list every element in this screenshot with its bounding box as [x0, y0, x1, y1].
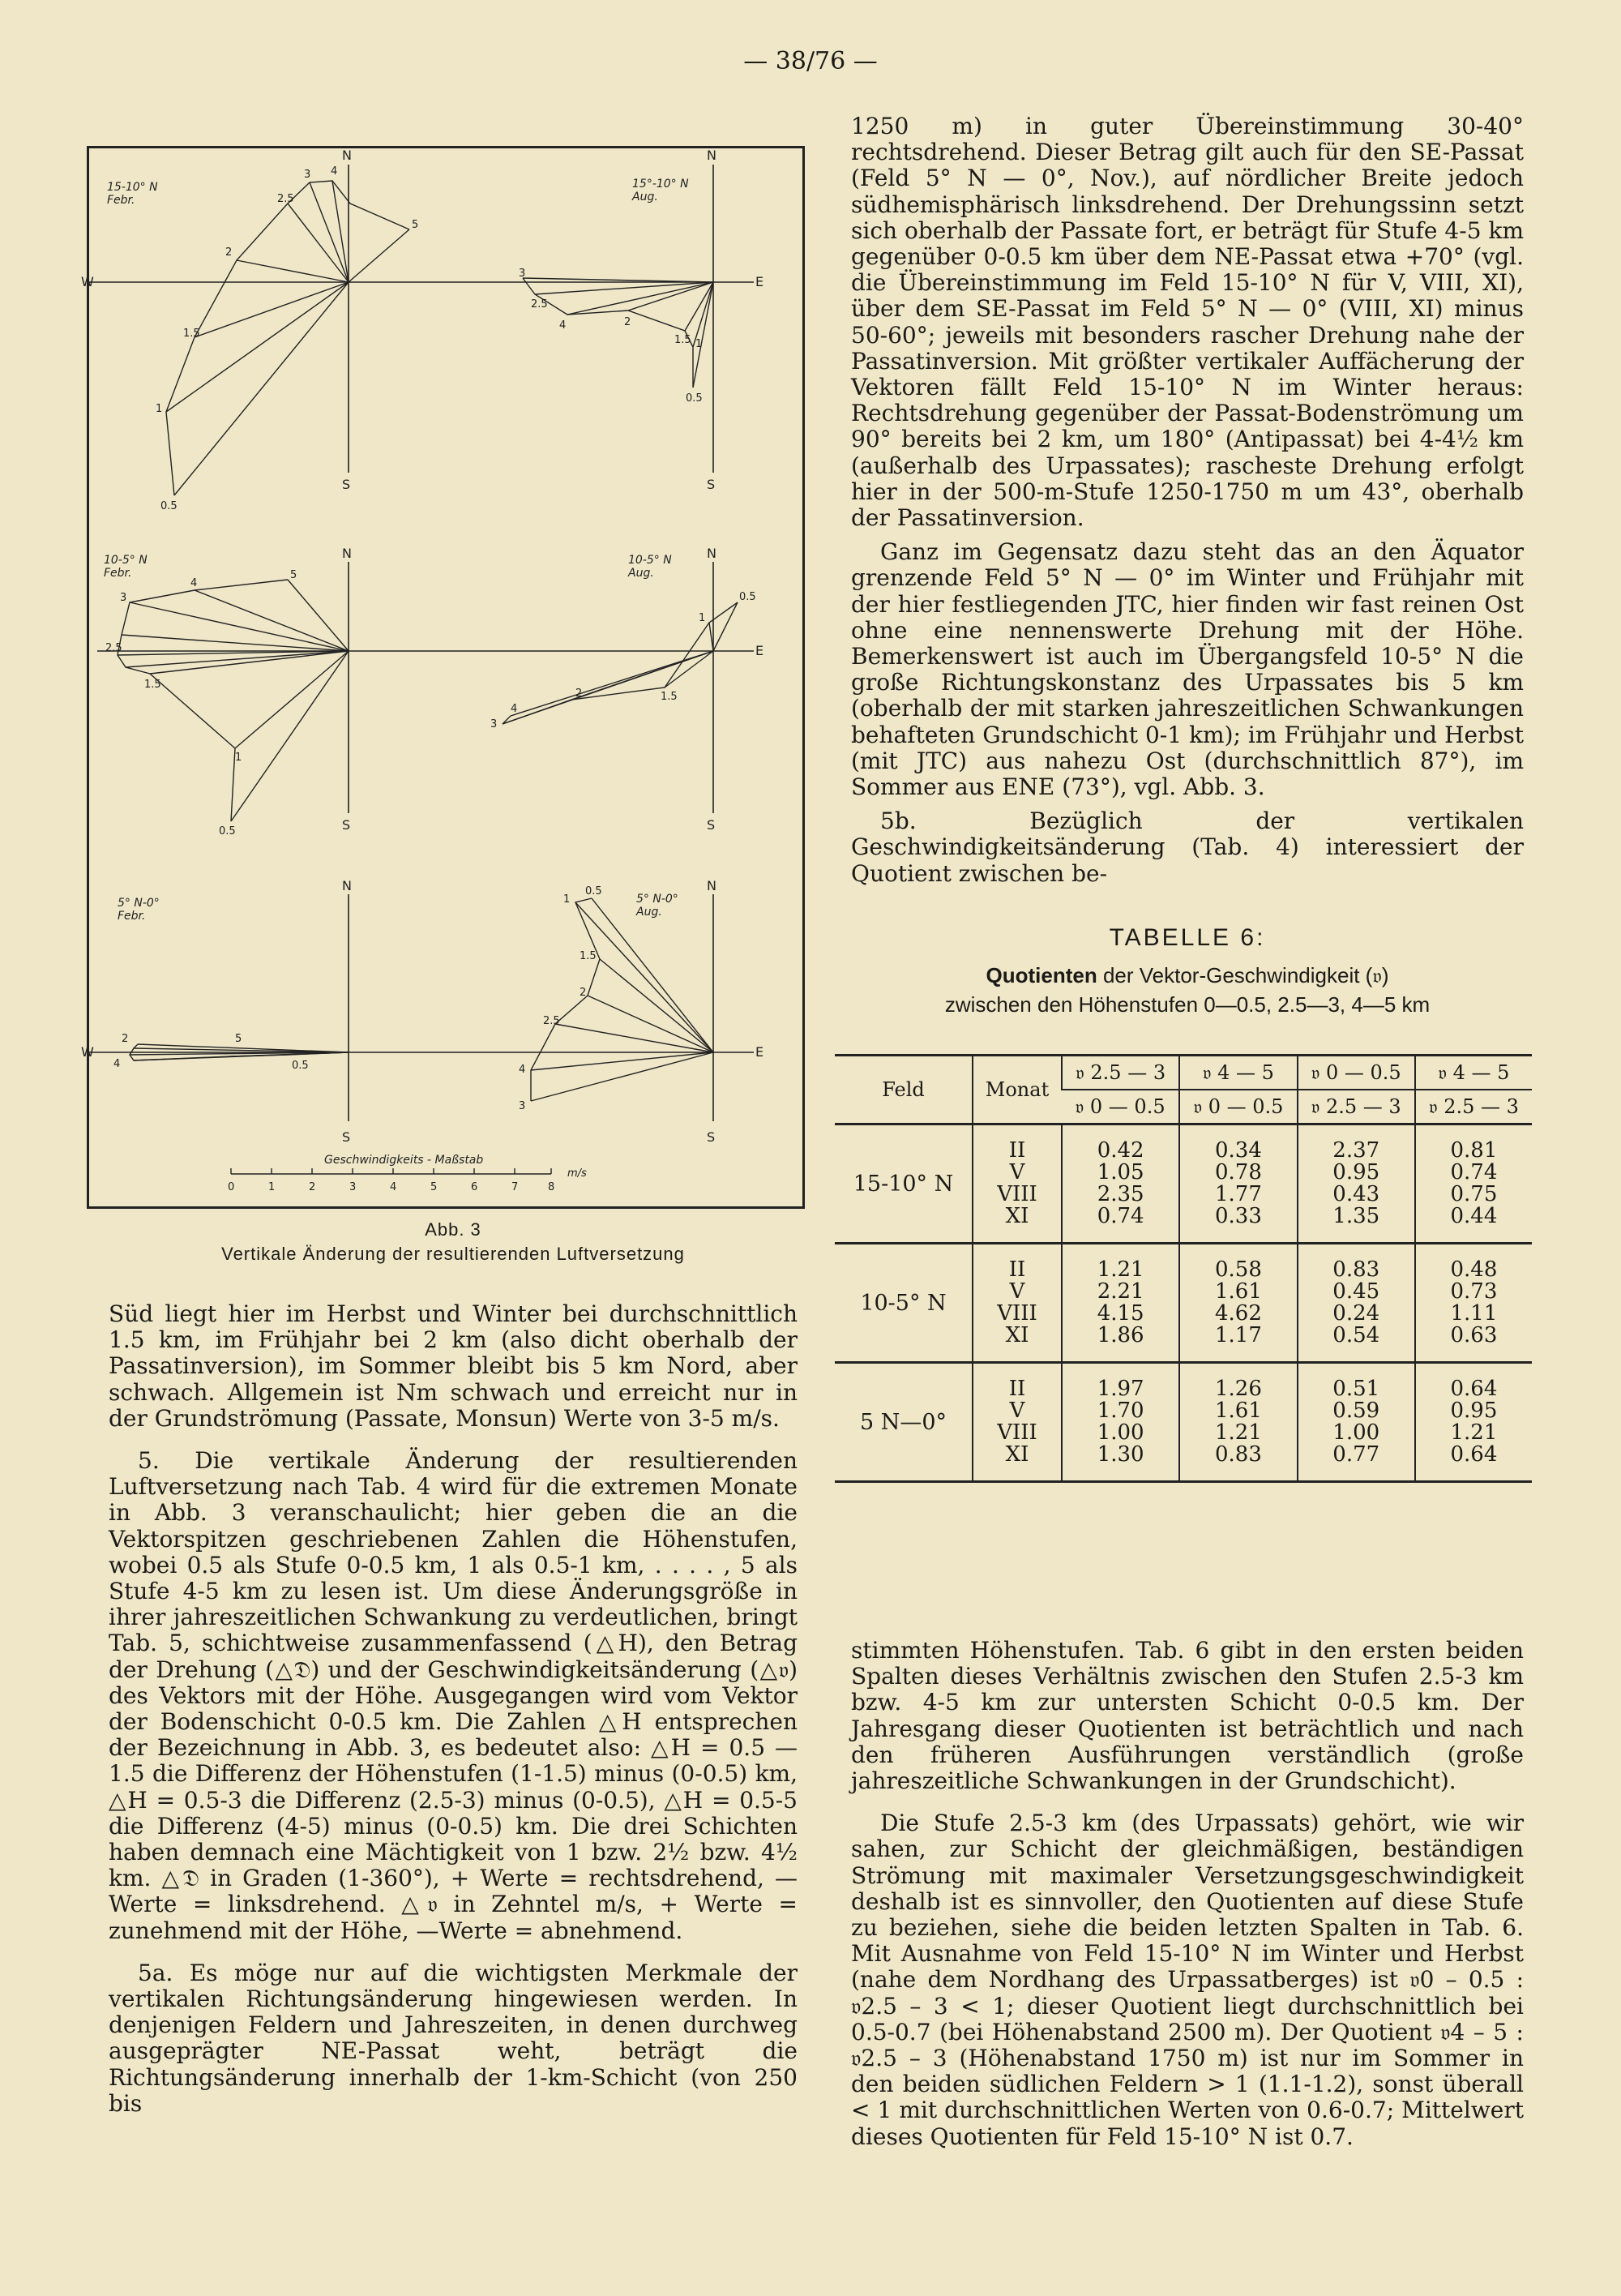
col-header-num: 𝔳 0 — 0.5	[1298, 1056, 1415, 1090]
svg-text:1.5: 1.5	[674, 334, 691, 346]
cell-line: 0.43	[1332, 1182, 1380, 1206]
svg-text:5: 5	[290, 569, 297, 581]
svg-text:m/s: m/s	[567, 1167, 587, 1180]
svg-text:1.5: 1.5	[580, 950, 597, 962]
svg-text:Aug.: Aug.	[632, 191, 658, 203]
svg-text:0: 0	[228, 1181, 235, 1193]
paragraph: Süd liegt hier im Herbst und Winter bei durchschnittlich 1.5 km, im Frühjahr bei 2 km (also dicht oberhalb der Passatinversion), im Sommer bleibt bis 5 km Nord, aber schwach. Allgemein ist Nm schwach und erreicht nur in der Grundströmung (Passate, Monsun) Werte von 3-5 m/s.	[109, 1300, 798, 1432]
quotient-table	[835, 1054, 1532, 1483]
value-cell	[1415, 1363, 1532, 1482]
cell-line: 1.61	[1215, 1279, 1262, 1304]
svg-text:1: 1	[695, 338, 703, 350]
cell-line: 2.21	[1097, 1279, 1144, 1304]
cell-line: 0.64	[1450, 1442, 1498, 1467]
cell-line: 0.75	[1450, 1182, 1498, 1206]
cell-line: II	[1008, 1138, 1026, 1163]
svg-text:5° N-0°: 5° N-0°	[636, 893, 678, 906]
svg-text:1: 1	[156, 403, 163, 415]
svg-text:5: 5	[235, 1033, 242, 1045]
svg-text:2.5: 2.5	[105, 642, 122, 654]
svg-text:S: S	[707, 477, 716, 492]
cell-line: 0.42	[1097, 1138, 1144, 1163]
paragraph: 5. Die vertikale Änderung der resultierenden Luftversetzung nach Tab. 4 wird für die extremen Monate in Abb. 3 veranschaulicht; hier geben die an die Vektorspitzen geschriebenen Zahlen die Höhenstufen, wobei 0.5 als Stufe 0-0.5 km, 1 als 0.5-1 km, . . . . , 5 als Stufe 4-5 km zu lesen ist. Um diese Änderungsgröße in ihrer jahreszeitlichen Schwankung zu verdeutlichen, bringt Tab. 5, schichtweise zusammenfassend (△H), den Betrag der Drehung (△𝔇) und der Geschwindigkeitsänderung (△𝔳) des Vektors mit der Höhe. Ausgegangen wird vom Vektor der Bodenschicht 0-0.5 km. Die Zahlen △H entsprechen der Bezeichnung in Abb. 3, es bedeutet also: △H = 0.5 — 1.5 die Differenz der Höhenstufen (1-1.5) minus (0-0.5) km, △H = 0.5-3 die Differenz (2.5-3) minus (0-0.5), △H = 0.5-5 die Differenz (4-5) minus (0-0.5) km. Die drei Schichten haben demnach eine Mächtigkeit von 1 bzw. 2½ bzw. 4½ km. △𝔇 in Graden (1-360°), + Werte = rechtsdrehend, —Werte = linksdrehend. △𝔳 in Zehntel m/s, + Werte = zunehmend mit der Höhe, —Werte = abnehmend.	[109, 1447, 798, 1944]
svg-text:4: 4	[190, 577, 198, 589]
cell-line: 1.61	[1215, 1399, 1262, 1423]
value-cell	[1179, 1244, 1297, 1363]
cell-line: 0.64	[1450, 1377, 1498, 1401]
svg-text:W: W	[81, 1044, 94, 1060]
cell-line: II	[1008, 1377, 1026, 1401]
cell-line: 4.62	[1215, 1301, 1262, 1326]
svg-text:N: N	[342, 878, 352, 893]
paragraph: 1250 m) in guter Übereinstimmung 30-40° rechtsdrehend. Dieser Betrag gilt auch für den SE-Passat (Feld 5° N — 0°, Nov.), auf nördlicher Breite jedoch südhemisphärisch linksdrehend. Der Drehungssinn setzt sich oberhalb der Passate fort, er beträgt für Stufe 4-5 km gegenüber 0-0.5 km über dem NE-Passat etwa +70° (vgl. die Übereinstimmung im Feld 15-10° N für V, VIII, XI), über dem SE-Passat im Feld 5° N — 0° (VIII, XI) minus 50-60°; jeweils mit besonders rascher Drehung nahe der Passatinversion. Mit größter vertikaler Auffächerung der Vektoren fällt Feld 15-10° N im Winter heraus: Rechtsdrehung gegenüber der Passat-Bodenströmung um 90° bereits bei 2 km, um 180° (Antipassat) bei 4-4½ km (außerhalb des Urpassates); rascheste Drehung erfolgt hier in der 500-m-Stufe 1250-1750 m um 43°, oberhalb der Passatinversion.	[851, 113, 1524, 532]
cell-line: V	[1009, 1399, 1025, 1423]
svg-text:2: 2	[225, 246, 233, 259]
cell-line: 1.00	[1332, 1420, 1380, 1445]
cell-line: 0.73	[1450, 1279, 1498, 1304]
cell-line: 1.26	[1215, 1377, 1262, 1401]
svg-text:3: 3	[519, 268, 526, 280]
value-cell	[1415, 1124, 1532, 1244]
caption-number: Abb. 3	[425, 1219, 481, 1240]
svg-text:5: 5	[412, 219, 419, 231]
value-cell	[1415, 1244, 1532, 1363]
cell-line: 1.05	[1097, 1160, 1144, 1184]
cell-line: II	[1008, 1257, 1026, 1282]
svg-text:E: E	[755, 274, 764, 289]
svg-text:Aug.: Aug.	[636, 906, 662, 919]
panel-row2-axes	[97, 562, 754, 813]
svg-text:1.5: 1.5	[144, 679, 161, 691]
cell-line: 0.58	[1215, 1257, 1262, 1282]
table-subtitle-bold: Quotienten	[986, 963, 1097, 987]
col-header-den: 𝔳 0 — 0.5	[1062, 1090, 1179, 1124]
svg-text:3: 3	[304, 169, 311, 181]
right-lower-text	[851, 1638, 1524, 2166]
value-cell	[1298, 1124, 1415, 1244]
svg-text:2: 2	[580, 987, 587, 999]
cell-line: 2.35	[1097, 1182, 1144, 1206]
svg-text:0.5: 0.5	[160, 500, 177, 512]
svg-text:N: N	[707, 546, 716, 561]
feld-cell: 15-10° N	[835, 1124, 973, 1244]
panel-row1-axes	[89, 165, 754, 473]
figure-caption	[109, 1218, 798, 1266]
svg-text:3: 3	[349, 1181, 357, 1193]
cell-line: 1.86	[1097, 1323, 1144, 1347]
cell-line: 1.21	[1097, 1257, 1144, 1282]
svg-text:Febr.: Febr.	[118, 910, 146, 923]
feld-cell: 5 N—0°	[835, 1363, 973, 1482]
svg-text:0.5: 0.5	[686, 392, 703, 405]
value-cell	[1062, 1124, 1179, 1244]
svg-text:4: 4	[390, 1181, 397, 1193]
cell-line: 0.54	[1332, 1323, 1380, 1347]
cell-line: 1.35	[1332, 1204, 1380, 1228]
svg-text:3: 3	[490, 718, 498, 730]
cell-line: XI	[1005, 1442, 1029, 1467]
cell-line: 0.44	[1450, 1204, 1498, 1228]
svg-text:5° N-0°: 5° N-0°	[118, 897, 160, 910]
svg-text:15°-10° N: 15°-10° N	[632, 178, 689, 191]
value-cell	[1179, 1363, 1297, 1482]
svg-text:3: 3	[519, 1100, 526, 1112]
fan-15-10-aug	[523, 278, 713, 388]
svg-text:2: 2	[624, 316, 631, 328]
svg-text:W: W	[81, 274, 94, 289]
value-cell	[1298, 1363, 1415, 1482]
cell-line: 0.74	[1097, 1204, 1144, 1228]
table-subtitle-line2: zwischen den Höhenstufen 0—0.5, 2.5—3, 4—5 km	[944, 992, 1431, 1017]
svg-text:4: 4	[559, 319, 567, 332]
caption-text: Vertikale Änderung der resultierenden Luftversetzung	[221, 1244, 685, 1264]
svg-text:2: 2	[575, 688, 583, 700]
paragraph: 5b. Bezüglich der vertikalen Geschwindigkeitsänderung (Tab. 4) interessiert der Quotient zwischen be-	[851, 807, 1524, 887]
cell-line: 1.77	[1215, 1182, 1262, 1206]
svg-text:4: 4	[519, 1064, 526, 1076]
svg-text:E: E	[755, 643, 764, 658]
svg-text:Febr.: Febr.	[107, 194, 135, 207]
cell-line: 4.15	[1097, 1301, 1144, 1326]
svg-text:5: 5	[430, 1181, 438, 1193]
cell-line: 0.33	[1215, 1204, 1262, 1228]
svg-text:0.5: 0.5	[585, 885, 602, 897]
page-number: — 38/76 —	[743, 47, 878, 75]
cell-line: 1.70	[1097, 1399, 1144, 1423]
svg-text:S: S	[342, 1129, 351, 1145]
svg-text:6: 6	[471, 1181, 478, 1193]
svg-text:1: 1	[235, 752, 242, 764]
cell-line: 0.81	[1450, 1138, 1498, 1163]
svg-text:2: 2	[309, 1181, 316, 1193]
right-column-text	[851, 114, 1524, 903]
svg-text:2: 2	[122, 1033, 129, 1045]
svg-text:7: 7	[511, 1181, 519, 1193]
cell-line: 0.74	[1450, 1160, 1498, 1184]
fan-10-5-febr	[118, 580, 349, 821]
svg-text:4: 4	[511, 703, 518, 715]
paragraph: Ganz im Gegensatz dazu steht das an den Äquator grenzende Feld 5° N — 0° im Winter und Frühjahr mit der hier festliegenden JTC, hier finden wir fast reinen Ost ohne eine nennenswerte Drehung mit der Höhe. Bemerkenswert ist auch im Übergangsfeld 10-5° N die große Richtungskonstanz des Urpassates bis 5 km (oberhalb der mit starken jahreszeitlichen Schwankungen behafteten Grundschicht 0-1 km); im Frühjahr und Herbst (mit JTC) aus nahezu Ost (durchschnittlich 87°), im Sommer aus ENE (73°), vgl. Abb. 3.	[851, 538, 1524, 801]
value-cell	[1298, 1244, 1415, 1363]
month-cell	[973, 1124, 1062, 1244]
fan-15-10-febr	[166, 181, 409, 495]
cell-line: 1.17	[1215, 1323, 1262, 1347]
panel-row3-axes	[89, 894, 754, 1121]
left-column-text	[109, 1301, 798, 2133]
value-cell	[1179, 1124, 1297, 1244]
col-header-num: 𝔳 4 — 5	[1415, 1056, 1532, 1090]
cell-line: VIII	[997, 1182, 1037, 1206]
svg-text:2.5: 2.5	[531, 298, 548, 311]
col-header-den: 𝔳 0 — 0.5	[1179, 1090, 1297, 1124]
cell-line: 1.21	[1215, 1420, 1262, 1445]
cell-line: 0.77	[1332, 1442, 1380, 1467]
col-header-monat: Monat	[973, 1056, 1062, 1124]
value-cell	[1062, 1363, 1179, 1482]
svg-text:Febr.: Febr.	[104, 567, 132, 580]
cell-line: 0.48	[1450, 1257, 1498, 1282]
cell-line: 0.24	[1332, 1301, 1380, 1326]
cell-line: 0.83	[1332, 1257, 1380, 1282]
vector-diagram	[81, 148, 802, 1206]
svg-text:1.5: 1.5	[661, 691, 678, 703]
svg-text:N: N	[342, 546, 352, 561]
svg-text:Aug.: Aug.	[628, 567, 654, 580]
cell-line: 1.00	[1097, 1420, 1144, 1445]
svg-text:3: 3	[120, 592, 127, 604]
table-row	[835, 1124, 1532, 1244]
table-title: TABELLE 6:	[1109, 924, 1266, 951]
speed-scale	[231, 1168, 551, 1174]
cell-line: 0.83	[1215, 1442, 1262, 1467]
cell-line: 2.37	[1332, 1138, 1380, 1163]
cell-line: 0.34	[1215, 1138, 1262, 1163]
col-header-feld: Feld	[835, 1056, 973, 1124]
cell-line: 0.95	[1332, 1160, 1380, 1184]
figure-abb3	[81, 146, 805, 1209]
svg-text:Geschwindigkeits - Maßstab: Geschwindigkeits - Maßstab	[324, 1154, 484, 1167]
table-row	[835, 1363, 1532, 1482]
svg-text:E: E	[755, 1044, 764, 1060]
svg-text:15-10° N: 15-10° N	[107, 181, 158, 194]
svg-text:1: 1	[563, 893, 571, 906]
svg-text:N: N	[707, 148, 716, 163]
cell-line: XI	[1005, 1323, 1029, 1347]
cell-line: 0.78	[1215, 1160, 1262, 1184]
cell-line: 1.97	[1097, 1377, 1144, 1401]
svg-text:2.5: 2.5	[543, 1015, 560, 1027]
paragraph: Die Stufe 2.5-3 km (des Urpassats) gehört, wie wir sahen, zur Schicht der gleichmäßigen, beständigen Strömung mit maximaler Versetzungsgeschwindigkeit deshalb ist es sinnvoller, den Quotienten auf diese Stufe zu beziehen, siehe die beiden letzten Spalten in Tab. 6. Mit Ausnahme von Feld 15-10° N im Winter und Herbst (nahe dem Nordhang des Urpassatberges) ist 𝔳0 – 0.5 : 𝔳2.5 – 3 < 1; dieser Quotient liegt durchschnittlich bei 0.5-0.7 (bei Höhenabstand 2500 m). Der Quotient 𝔳4 – 5 : 𝔳2.5 – 3 (Höhenabstand 1750 m) ist nur im Sommer in den beiden südlichen Feldern > 1 (1.1-1.2), sonst überall < 1 mit durchschnittlichen Werten von 0.6-0.7; Mittelwert dieses Quotienten für Feld 15-10° N ist 0.7.	[851, 1810, 1524, 2150]
cell-line: 1.21	[1450, 1420, 1498, 1445]
svg-text:0.5: 0.5	[292, 1060, 309, 1072]
paragraph: 5a. Es möge nur auf die wichtigsten Merkmale der vertikalen Richtungsänderung hingewiesen werden. In denjenigen Feldern und Jahreszeiten, in denen durchweg ausgeprägter NE-Passat weht, beträgt die Richtungsänderung innerhalb der 1-km-Schicht (von 250 bis	[109, 1959, 798, 2117]
cell-line: V	[1009, 1279, 1025, 1304]
cell-line: VIII	[997, 1301, 1037, 1326]
col-header-den: 𝔳 2.5 — 3	[1298, 1090, 1415, 1124]
svg-text:N: N	[707, 878, 716, 893]
svg-text:1.5: 1.5	[183, 328, 200, 340]
svg-text:S: S	[342, 477, 351, 492]
svg-text:2.5: 2.5	[277, 193, 294, 205]
feld-cell: 10-5° N	[835, 1244, 973, 1363]
svg-text:10-5° N: 10-5° N	[628, 554, 672, 567]
svg-text:8: 8	[548, 1181, 555, 1193]
value-cell	[1062, 1244, 1179, 1363]
cell-line: 0.95	[1450, 1399, 1498, 1423]
table-subtitle: der Vektor-Geschwindigkeit (𝔳)	[1097, 963, 1389, 987]
fan-5-0-aug	[531, 898, 713, 1101]
cell-line: V	[1009, 1160, 1025, 1184]
col-header-num: 𝔳 4 — 5	[1179, 1056, 1297, 1090]
paragraph: stimmten Höhenstufen. Tab. 6 gibt in den ersten beiden Spalten dieses Verhältnis zwischen den Stufen 2.5-3 km bzw. 4-5 km zur untersten Schicht 0-0.5 km. Der Jahresgang dieser Quotienten ist beträchtlich und nach den früheren Ausführungen verständlich (große jahreszeitliche Schwankungen in der Grundschicht).	[851, 1637, 1524, 1795]
svg-text:S: S	[342, 817, 351, 833]
cell-line: 0.63	[1450, 1323, 1498, 1347]
cell-line: 0.51	[1332, 1377, 1380, 1401]
cell-line: 0.59	[1332, 1399, 1380, 1423]
svg-text:0.5: 0.5	[219, 825, 236, 837]
cell-line: XI	[1005, 1204, 1029, 1228]
table-title-block	[851, 924, 1524, 1017]
month-cell	[973, 1363, 1062, 1482]
svg-text:1: 1	[699, 612, 706, 624]
cell-line: VIII	[997, 1420, 1037, 1445]
col-header-den: 𝔳 2.5 — 3	[1415, 1090, 1532, 1124]
svg-text:S: S	[707, 1129, 716, 1145]
cell-line: 1.30	[1097, 1442, 1144, 1467]
table-row	[835, 1244, 1532, 1363]
col-header-num: 𝔳 2.5 — 3	[1062, 1056, 1179, 1090]
svg-text:1: 1	[268, 1181, 276, 1193]
svg-text:4: 4	[113, 1058, 121, 1070]
svg-text:10-5° N: 10-5° N	[104, 554, 148, 567]
cell-line: 0.45	[1332, 1279, 1380, 1304]
svg-text:S: S	[707, 817, 716, 833]
label-n: N	[342, 148, 352, 163]
svg-text:0.5: 0.5	[739, 591, 756, 603]
cell-line: 1.11	[1450, 1301, 1498, 1326]
month-cell	[973, 1244, 1062, 1363]
svg-text:4: 4	[331, 165, 338, 178]
